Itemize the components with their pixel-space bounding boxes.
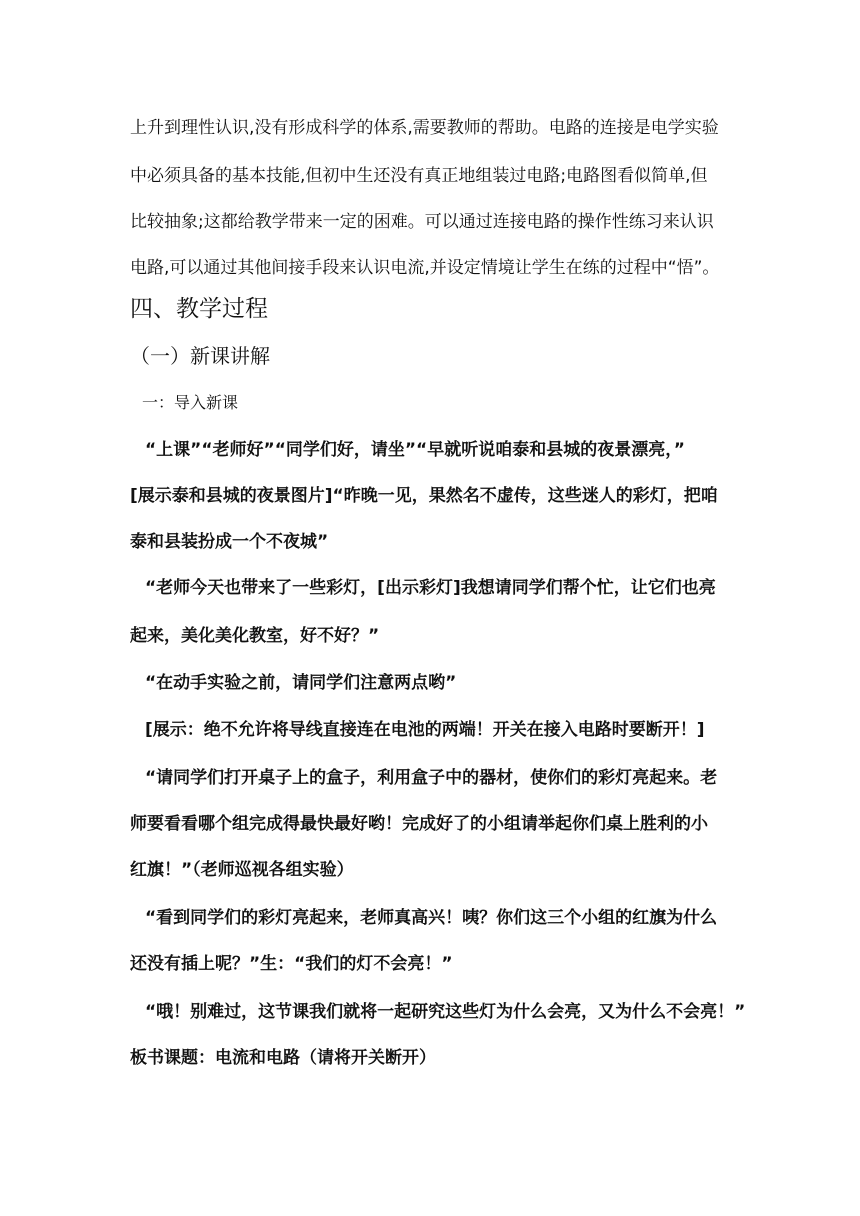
dialogue-line-11: “看到同学们的彩灯亮起来，老师真高兴！咦？你们这三个小组的红旗为什么 — [145, 908, 718, 928]
dialogue-line-1: “上课”“老师好”“同学们好，请坐”“早就听说咱泰和县城的夜景漂亮，” — [145, 440, 685, 460]
intro-line-4: 电路,可以通过其他间接手段来认识电流,并设定情境让学生在练的过程中“悟”。 — [130, 258, 720, 278]
dialogue-line-7: [展示：绝不允许将导线直接连在电池的两端！开关在接入电路时要断开！] — [145, 720, 705, 740]
dialogue-line-9: 师要看看哪个组完成得最快最好哟！完成好了的小组请举起你们桌上胜利的小 — [130, 814, 708, 834]
dialogue-line-2: [展示泰和县城的夜景图片]“昨晚一见，果然名不虚传，这些迷人的彩灯，把咱 — [130, 486, 718, 506]
dialogue-line-12: 还没有插上呢？”生：“我们的灯不会亮！” — [130, 954, 453, 974]
dialogue-line-6: “在动手实验之前，请同学们注意两点哟” — [145, 673, 457, 693]
intro-line-2: 中必须具备的基本技能,但初中生还没有真正地组装过电路;电路图看似简单,但 — [130, 166, 708, 186]
section-heading: 四、教学过程 — [130, 296, 268, 322]
dialogue-line-14: 板书课题：电流和电路（请将开关断开） — [130, 1048, 436, 1068]
dialogue-line-5: 起来，美化美化教室，好不好？” — [130, 626, 380, 646]
dialogue-line-13: “哦！别难过，这节课我们就将一起研究这些灯为什么会亮，又为什么不会亮！” — [145, 1002, 746, 1022]
intro-line-3: 比较抽象;这都给教学带来一定的困难。可以通过连接电路的操作性练习来认识 — [130, 212, 714, 232]
dialogue-line-4: “老师今天也带来了一些彩灯，[出示彩灯]我想请同学们帮个忙，让它们也亮 — [145, 578, 716, 598]
dialogue-line-3: 泰和县装扮成一个不夜城” — [130, 532, 329, 552]
dialogue-line-8: “请同学们打开桌子上的盒子，利用盒子中的器材，使你们的彩灯亮起来。老 — [145, 768, 718, 788]
subheading: 一：导入新课 — [142, 393, 239, 412]
subsection-heading: （一）新课讲解 — [130, 344, 270, 368]
dialogue-line-10: 红旗！”（老师巡视各组实验） — [130, 860, 354, 880]
intro-line-1: 上升到理性认识,没有形成科学的体系,需要教师的帮助。电路的连接是电学实验 — [130, 118, 719, 138]
